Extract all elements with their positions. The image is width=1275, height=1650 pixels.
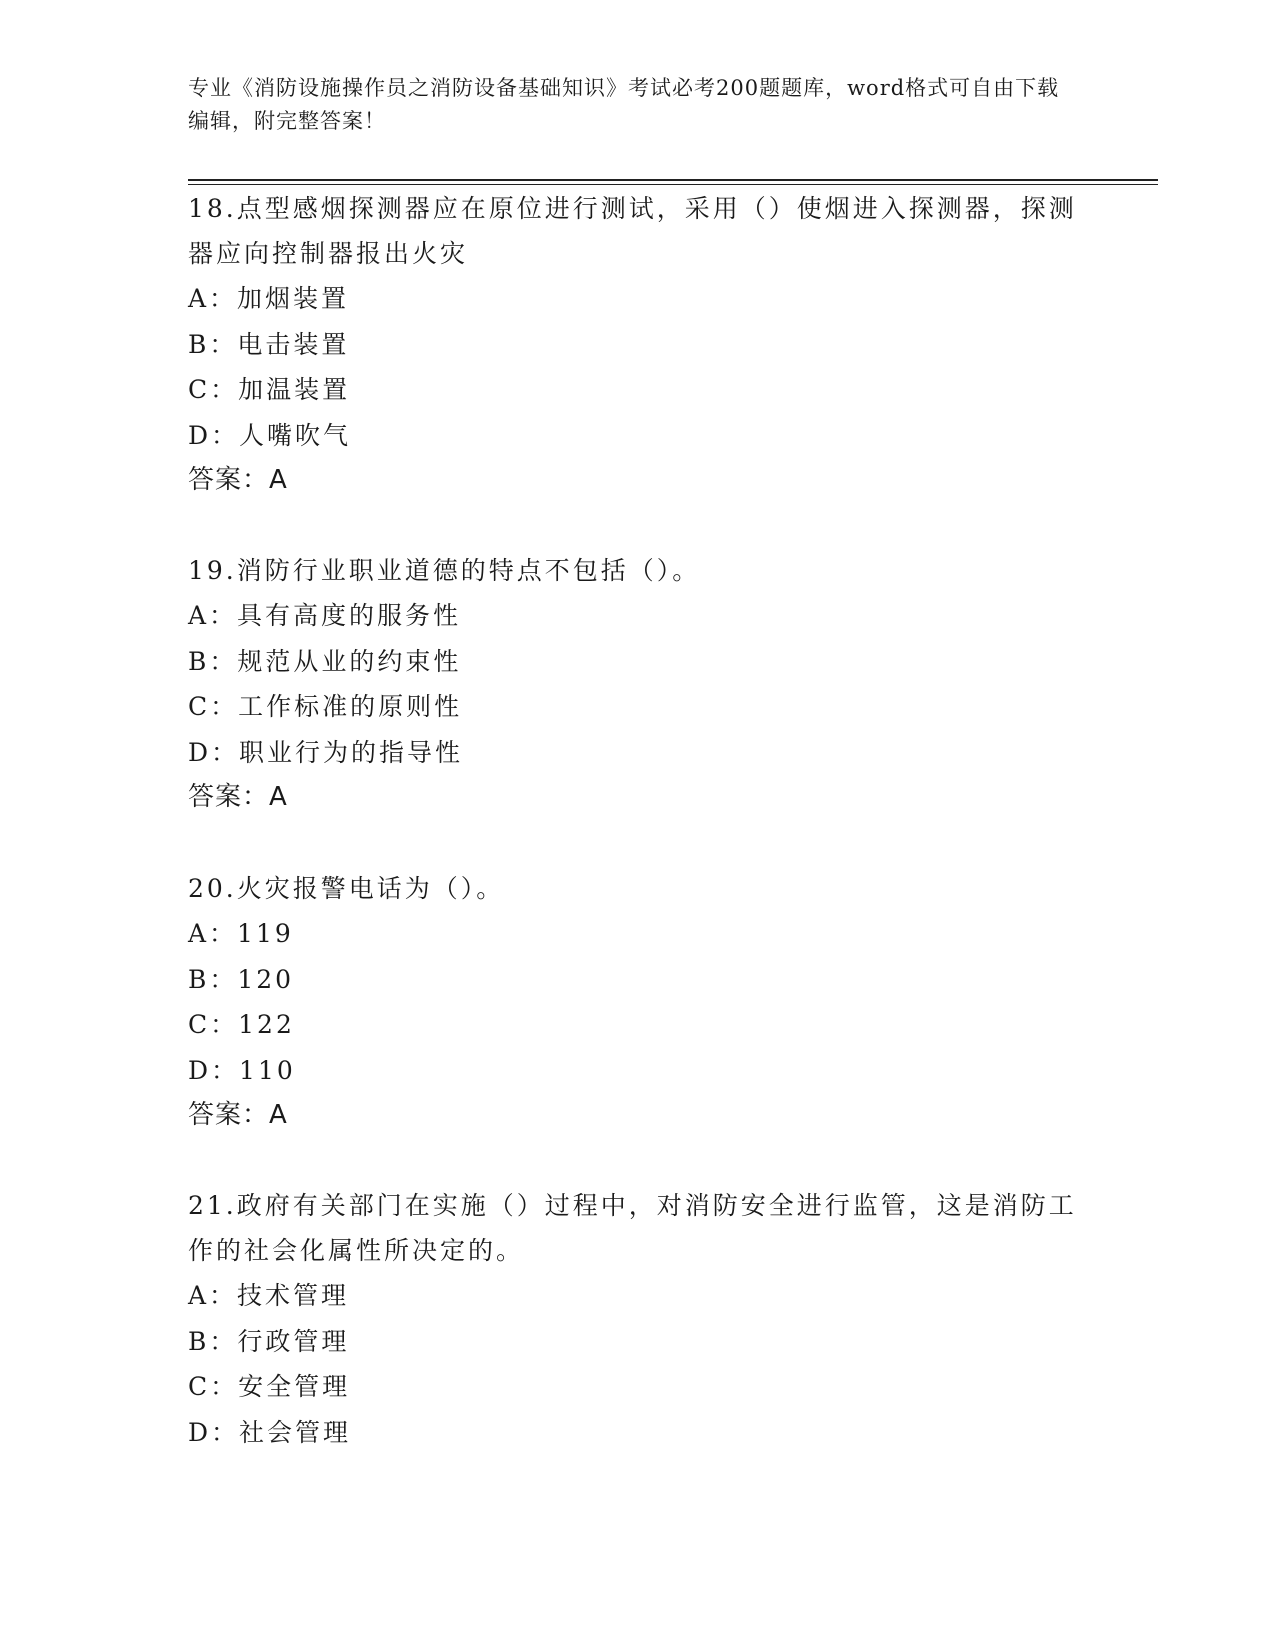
option-d: D：110 xyxy=(188,1055,296,1085)
option-d: D：人嘴吹气 xyxy=(188,420,352,450)
answer: 答案：A xyxy=(188,465,288,495)
question-stem: 19.消防行业职业道德的特点不包括（）。 xyxy=(188,556,701,585)
answer: 答案：A xyxy=(188,782,288,812)
header-divider-thick xyxy=(188,179,1158,181)
header-divider-thin xyxy=(188,184,1158,185)
option-b: B：规范从业的约束性 xyxy=(188,646,462,676)
option-d: D：职业行为的指导性 xyxy=(188,737,464,767)
question-21 xyxy=(188,1183,1088,1455)
option-a: A：加烟装置 xyxy=(188,284,350,313)
option-c: C：122 xyxy=(188,1010,295,1039)
option-a: A：具有高度的服务性 xyxy=(188,601,462,630)
option-a: A：技术管理 xyxy=(188,1281,350,1310)
option-c: C：工作标准的原则性 xyxy=(188,692,463,721)
question-19 xyxy=(188,548,1088,820)
option-d: D：社会管理 xyxy=(188,1417,352,1447)
document-header: 专业《消防设施操作员之消防设备基础知识》考试必考200题题库，word格式可自由下载编辑，附完整答案！ xyxy=(188,76,1060,133)
question-stem: 18.点型感烟探测器应在原位进行测试，采用（）使烟进入探测器，探测器应向控制器报出火灾 xyxy=(188,194,1077,268)
option-b: B：行政管理 xyxy=(188,1326,350,1356)
option-a: A：119 xyxy=(188,919,294,948)
question-stem: 20.火灾报警电话为（）。 xyxy=(188,874,505,903)
question-stem: 21.政府有关部门在实施（）过程中，对消防安全进行监管，这是消防工作的社会化属性所决定的。 xyxy=(188,1191,1077,1265)
question-18 xyxy=(188,186,1088,503)
option-b: B：120 xyxy=(188,964,295,994)
question-20 xyxy=(188,866,1088,1138)
option-c: C：安全管理 xyxy=(188,1372,351,1401)
answer: 答案：A xyxy=(188,1100,288,1130)
option-c: C：加温装置 xyxy=(188,375,351,404)
option-b: B：电击装置 xyxy=(188,329,350,359)
